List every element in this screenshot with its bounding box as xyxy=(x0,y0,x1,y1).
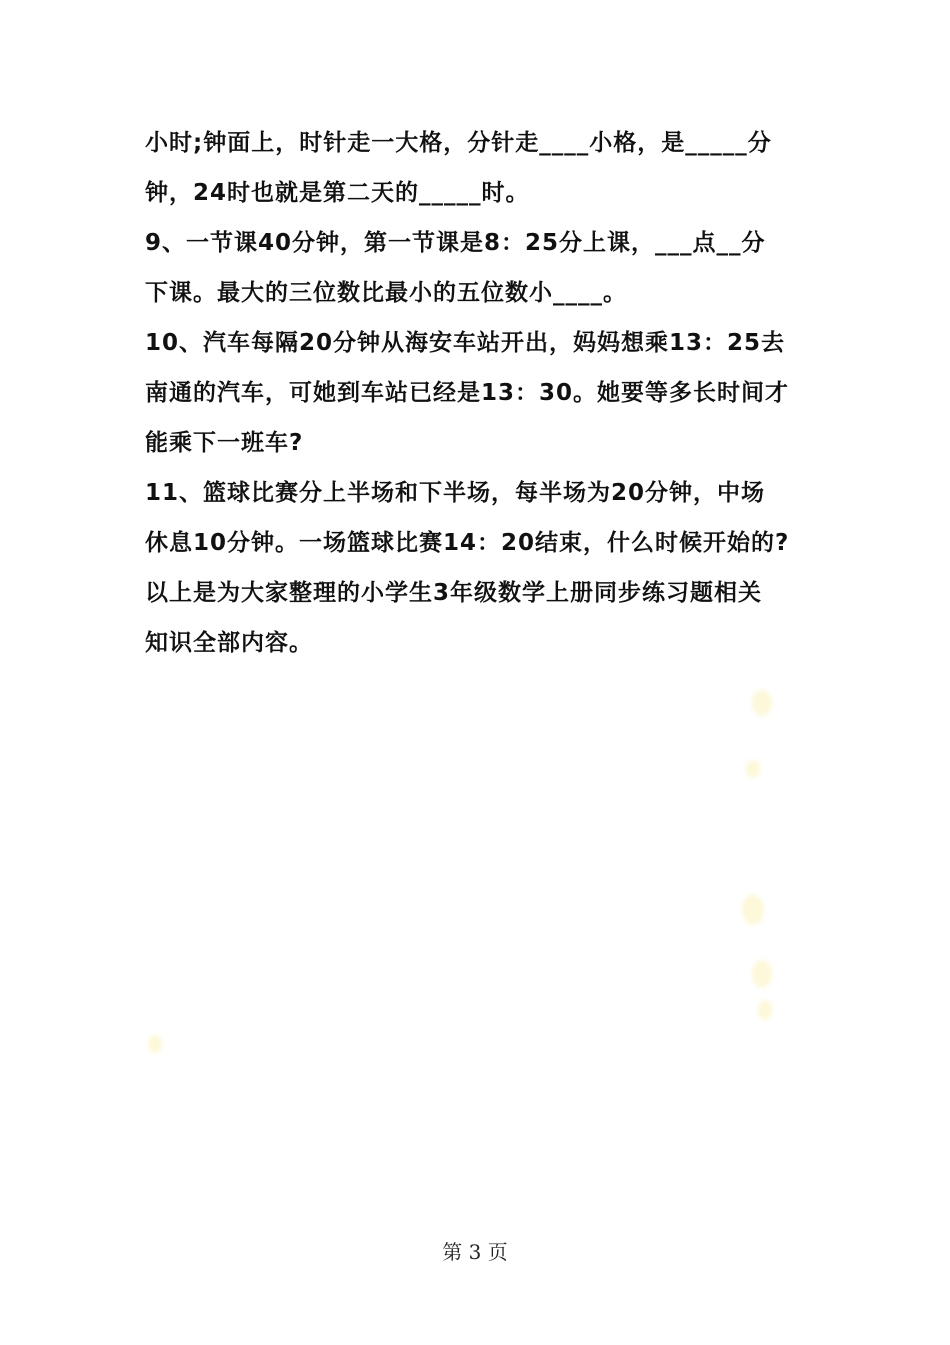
closing-text-line: 以上是为大家整理的小学生3年级数学上册同步练习题相关 xyxy=(145,580,763,606)
text-line: 钟，24时也就是第二天的_____时。 xyxy=(145,180,530,206)
paper-stain xyxy=(758,1000,772,1020)
paper-stain xyxy=(148,1035,162,1053)
page-number: 第 3 页 xyxy=(442,1240,508,1264)
question-9-line: 9、一节课40分钟，第一节课是8：25分上课，___点__分 xyxy=(145,230,766,256)
text-line: 能乘下一班车? xyxy=(145,430,304,456)
text-line: 小时;钟面上，时针走一大格，分针走____小格，是_____分 xyxy=(145,130,772,156)
paper-stain xyxy=(752,690,772,716)
question-11-line: 11、篮球比赛分上半场和下半场，每半场为20分钟，中场 xyxy=(145,480,766,506)
text-line: 休息10分钟。一场篮球比赛14：20结束，什么时候开始的? xyxy=(145,530,790,556)
paper-stain xyxy=(752,960,772,988)
closing-text-line: 知识全部内容。 xyxy=(145,630,313,656)
document-body xyxy=(145,118,810,668)
question-10-line: 10、汽车每隔20分钟从海安车站开出，妈妈想乘13：25去 xyxy=(145,330,786,356)
paper-stain xyxy=(742,895,764,925)
text-line: 南通的汽车，可她到车站已经是13：30。她要等多长时间才 xyxy=(145,380,790,406)
paper-stain xyxy=(746,760,760,778)
text-line: 下课。最大的三位数比最小的五位数小____。 xyxy=(145,280,627,306)
